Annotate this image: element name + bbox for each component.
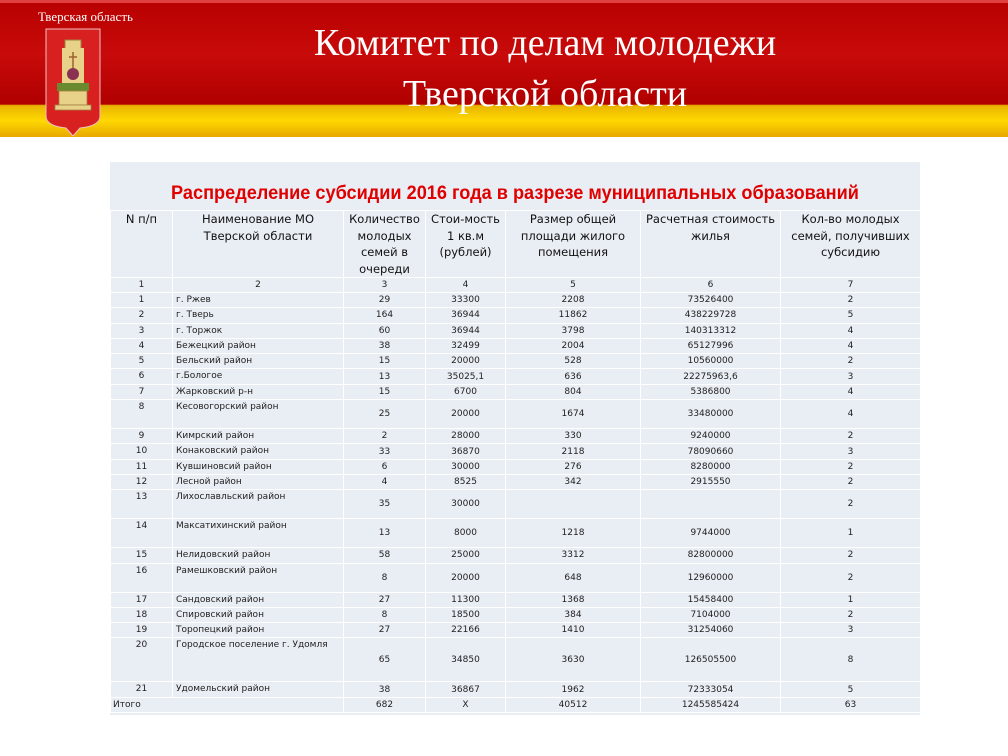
col-name-cell: Кимрский район xyxy=(173,429,344,444)
column-number: 5 xyxy=(506,278,641,293)
col-number-cell: 2 xyxy=(111,308,173,323)
col-received-cell: 8 xyxy=(781,638,921,682)
col-price-cell: 28000 xyxy=(426,429,506,444)
col-number-cell: 8 xyxy=(111,400,173,429)
col-number-cell: 11 xyxy=(111,459,173,474)
total-received: 63 xyxy=(781,697,921,712)
col-cost-cell: 22275963,6 xyxy=(641,369,781,384)
col-queue-cell: 29 xyxy=(344,293,426,308)
col-cost-cell: 12960000 xyxy=(641,563,781,592)
col-cost-cell: 65127996 xyxy=(641,338,781,353)
col-name-cell: Нелидовский район xyxy=(173,548,344,563)
header-col-number: N п/п xyxy=(111,211,173,278)
col-cost-cell: 31254060 xyxy=(641,623,781,638)
table-row xyxy=(111,369,921,384)
col-number-cell: 17 xyxy=(111,592,173,607)
table-row xyxy=(111,308,921,323)
col-received-cell: 2 xyxy=(781,548,921,563)
col-number-cell: 21 xyxy=(111,682,173,697)
col-area-cell: 3312 xyxy=(506,548,641,563)
col-cost-cell: 33480000 xyxy=(641,400,781,429)
total-cost: 1245585424 xyxy=(641,697,781,712)
col-number-cell: 6 xyxy=(111,369,173,384)
col-number-cell: 19 xyxy=(111,623,173,638)
col-received-cell: 2 xyxy=(781,607,921,622)
col-price-cell: 8000 xyxy=(426,519,506,548)
header-col-queue: Количество молодых семей в очереди xyxy=(344,211,426,278)
col-queue-cell: 2 xyxy=(344,429,426,444)
header-col-cost: Расчетная стоимость жилья xyxy=(641,211,781,278)
col-name-cell: Городское поселение г. Удомля xyxy=(173,638,344,682)
column-number: 3 xyxy=(344,278,426,293)
col-price-cell: 36944 xyxy=(426,308,506,323)
col-price-cell: 33300 xyxy=(426,293,506,308)
col-queue-cell: 13 xyxy=(344,519,426,548)
col-cost-cell: 9744000 xyxy=(641,519,781,548)
col-price-cell: 25000 xyxy=(426,548,506,563)
col-cost-cell: 15458400 xyxy=(641,592,781,607)
col-name-cell: Жарковский р-н xyxy=(173,384,344,399)
col-name-cell: г. Ржев xyxy=(173,293,344,308)
col-cost-cell: 9240000 xyxy=(641,429,781,444)
col-received-cell: 4 xyxy=(781,323,921,338)
col-price-cell: 6700 xyxy=(426,384,506,399)
col-cost-cell xyxy=(641,490,781,519)
col-area-cell: 2004 xyxy=(506,338,641,353)
header-col-name: Наименование МО Тверской области xyxy=(173,211,344,278)
table-row xyxy=(111,354,921,369)
column-number: 7 xyxy=(781,278,921,293)
col-received-cell: 2 xyxy=(781,429,921,444)
table-row xyxy=(111,384,921,399)
col-queue-cell: 4 xyxy=(344,474,426,489)
col-cost-cell: 10560000 xyxy=(641,354,781,369)
col-queue-cell: 164 xyxy=(344,308,426,323)
col-name-cell: Бежецкий район xyxy=(173,338,344,353)
col-number-cell: 1 xyxy=(111,293,173,308)
col-received-cell: 1 xyxy=(781,592,921,607)
col-cost-cell: 7104000 xyxy=(641,607,781,622)
col-area-cell: 276 xyxy=(506,459,641,474)
col-price-cell: 30000 xyxy=(426,490,506,519)
col-price-cell: 36870 xyxy=(426,444,506,459)
col-name-cell: Конаковский район xyxy=(173,444,344,459)
col-number-cell: 4 xyxy=(111,338,173,353)
col-received-cell: 2 xyxy=(781,563,921,592)
total-queue: 682 xyxy=(344,697,426,712)
col-queue-cell: 13 xyxy=(344,369,426,384)
col-area-cell: 1218 xyxy=(506,519,641,548)
col-queue-cell: 15 xyxy=(344,354,426,369)
column-number-row xyxy=(111,278,921,293)
col-number-cell: 14 xyxy=(111,519,173,548)
col-received-cell: 2 xyxy=(781,459,921,474)
col-area-cell: 648 xyxy=(506,563,641,592)
col-number-cell: 10 xyxy=(111,444,173,459)
col-price-cell: 32499 xyxy=(426,338,506,353)
col-area-cell: 1410 xyxy=(506,623,641,638)
col-queue-cell: 65 xyxy=(344,638,426,682)
table-row xyxy=(111,623,921,638)
table-row xyxy=(111,592,921,607)
col-price-cell: 22166 xyxy=(426,623,506,638)
col-received-cell: 2 xyxy=(781,474,921,489)
column-number: 1 xyxy=(111,278,173,293)
table-row xyxy=(111,563,921,592)
col-name-cell: г. Тверь xyxy=(173,308,344,323)
table-row xyxy=(111,607,921,622)
table-title: Распределение субсидии 2016 года в разрезе муниципальных образований xyxy=(171,182,859,204)
total-label: Итого xyxy=(111,697,344,712)
col-number-cell: 15 xyxy=(111,548,173,563)
col-price-cell: 11300 xyxy=(426,592,506,607)
col-price-cell: 18500 xyxy=(426,607,506,622)
column-number: 2 xyxy=(173,278,344,293)
table-row xyxy=(111,444,921,459)
col-queue-cell: 60 xyxy=(344,323,426,338)
col-price-cell: 35025,1 xyxy=(426,369,506,384)
col-area-cell: 3798 xyxy=(506,323,641,338)
table-row xyxy=(111,490,921,519)
column-number: 4 xyxy=(426,278,506,293)
region-label: Тверская область xyxy=(38,9,133,24)
col-cost-cell: 126505500 xyxy=(641,638,781,682)
col-name-cell: Рамешковский район xyxy=(173,563,344,592)
header-col-received: Кол-во молодых семей, получивших субсидию xyxy=(781,211,921,278)
col-number-cell: 20 xyxy=(111,638,173,682)
col-area-cell: 3630 xyxy=(506,638,641,682)
col-name-cell: Лихославльский район xyxy=(173,490,344,519)
col-received-cell: 1 xyxy=(781,519,921,548)
table-row xyxy=(111,429,921,444)
col-number-cell: 7 xyxy=(111,384,173,399)
col-number-cell: 9 xyxy=(111,429,173,444)
header-col-area: Размер общей площади жилого помещения xyxy=(506,211,641,278)
col-price-cell: 20000 xyxy=(426,400,506,429)
col-received-cell: 4 xyxy=(781,384,921,399)
title-line-2: Тверской области xyxy=(402,73,688,115)
table-row xyxy=(111,548,921,563)
col-name-cell: Сандовский район xyxy=(173,592,344,607)
title-line-1: Комитет по делам молодежи xyxy=(313,22,777,64)
col-area-cell: 330 xyxy=(506,429,641,444)
subsidy-table xyxy=(110,210,921,713)
col-number-cell: 5 xyxy=(111,354,173,369)
col-area-cell: 2118 xyxy=(506,444,641,459)
col-cost-cell: 73526400 xyxy=(641,293,781,308)
col-received-cell: 3 xyxy=(781,623,921,638)
col-queue-cell: 25 xyxy=(344,400,426,429)
col-queue-cell: 35 xyxy=(344,490,426,519)
col-number-cell: 13 xyxy=(111,490,173,519)
col-cost-cell: 140313312 xyxy=(641,323,781,338)
page-title xyxy=(240,18,850,120)
col-area-cell: 384 xyxy=(506,607,641,622)
col-queue-cell: 33 xyxy=(344,444,426,459)
col-area-cell: 1368 xyxy=(506,592,641,607)
col-received-cell: 2 xyxy=(781,490,921,519)
col-area-cell: 2208 xyxy=(506,293,641,308)
col-cost-cell: 78090660 xyxy=(641,444,781,459)
col-area-cell xyxy=(506,490,641,519)
col-area-cell: 1674 xyxy=(506,400,641,429)
col-price-cell: 36867 xyxy=(426,682,506,697)
col-received-cell: 5 xyxy=(781,682,921,697)
col-name-cell: Кесовогорский район xyxy=(173,400,344,429)
col-name-cell: г.Бологое xyxy=(173,369,344,384)
table-row xyxy=(111,293,921,308)
col-queue-cell: 8 xyxy=(344,563,426,592)
col-number-cell: 18 xyxy=(111,607,173,622)
col-price-cell: 30000 xyxy=(426,459,506,474)
table-row xyxy=(111,323,921,338)
col-price-cell: 8525 xyxy=(426,474,506,489)
column-number: 6 xyxy=(641,278,781,293)
col-name-cell: Максатихинский район xyxy=(173,519,344,548)
col-name-cell: Лесной район xyxy=(173,474,344,489)
table-row xyxy=(111,474,921,489)
col-received-cell: 3 xyxy=(781,444,921,459)
col-queue-cell: 38 xyxy=(344,338,426,353)
col-price-cell: 20000 xyxy=(426,563,506,592)
col-queue-cell: 38 xyxy=(344,682,426,697)
col-received-cell: 2 xyxy=(781,293,921,308)
col-cost-cell: 82800000 xyxy=(641,548,781,563)
col-received-cell: 3 xyxy=(781,369,921,384)
col-received-cell: 4 xyxy=(781,338,921,353)
table-row xyxy=(111,400,921,429)
table-row xyxy=(111,459,921,474)
col-name-cell: Удомельский район xyxy=(173,682,344,697)
col-queue-cell: 58 xyxy=(344,548,426,563)
col-number-cell: 3 xyxy=(111,323,173,338)
col-received-cell: 2 xyxy=(781,354,921,369)
table-row xyxy=(111,338,921,353)
col-name-cell: Торопецкий район xyxy=(173,623,344,638)
col-name-cell: г. Торжок xyxy=(173,323,344,338)
banner-top-line xyxy=(0,0,1008,3)
col-price-cell: 36944 xyxy=(426,323,506,338)
table-row xyxy=(111,638,921,682)
coat-of-arms-icon xyxy=(45,28,101,136)
total-row xyxy=(111,697,921,712)
col-price-cell: 20000 xyxy=(426,354,506,369)
col-cost-cell: 2915550 xyxy=(641,474,781,489)
col-queue-cell: 15 xyxy=(344,384,426,399)
col-area-cell: 636 xyxy=(506,369,641,384)
col-name-cell: Спировский район xyxy=(173,607,344,622)
col-cost-cell: 72333054 xyxy=(641,682,781,697)
col-number-cell: 12 xyxy=(111,474,173,489)
col-price-cell: 34850 xyxy=(426,638,506,682)
col-queue-cell: 27 xyxy=(344,623,426,638)
col-name-cell: Кувшиновсий район xyxy=(173,459,344,474)
col-area-cell: 804 xyxy=(506,384,641,399)
col-received-cell: 5 xyxy=(781,308,921,323)
col-queue-cell: 8 xyxy=(344,607,426,622)
col-name-cell: Бельский район xyxy=(173,354,344,369)
col-area-cell: 1962 xyxy=(506,682,641,697)
col-cost-cell: 438229728 xyxy=(641,308,781,323)
total-area: 40512 xyxy=(506,697,641,712)
col-area-cell: 11862 xyxy=(506,308,641,323)
col-area-cell: 342 xyxy=(506,474,641,489)
total-price: Х xyxy=(426,697,506,712)
table-row xyxy=(111,519,921,548)
header-col-price: Стои-мость 1 кв.м (рублей) xyxy=(426,211,506,278)
table-row xyxy=(111,682,921,697)
col-queue-cell: 6 xyxy=(344,459,426,474)
col-received-cell: 4 xyxy=(781,400,921,429)
col-area-cell: 528 xyxy=(506,354,641,369)
col-number-cell: 16 xyxy=(111,563,173,592)
col-cost-cell: 8280000 xyxy=(641,459,781,474)
col-queue-cell: 27 xyxy=(344,592,426,607)
col-cost-cell: 5386800 xyxy=(641,384,781,399)
